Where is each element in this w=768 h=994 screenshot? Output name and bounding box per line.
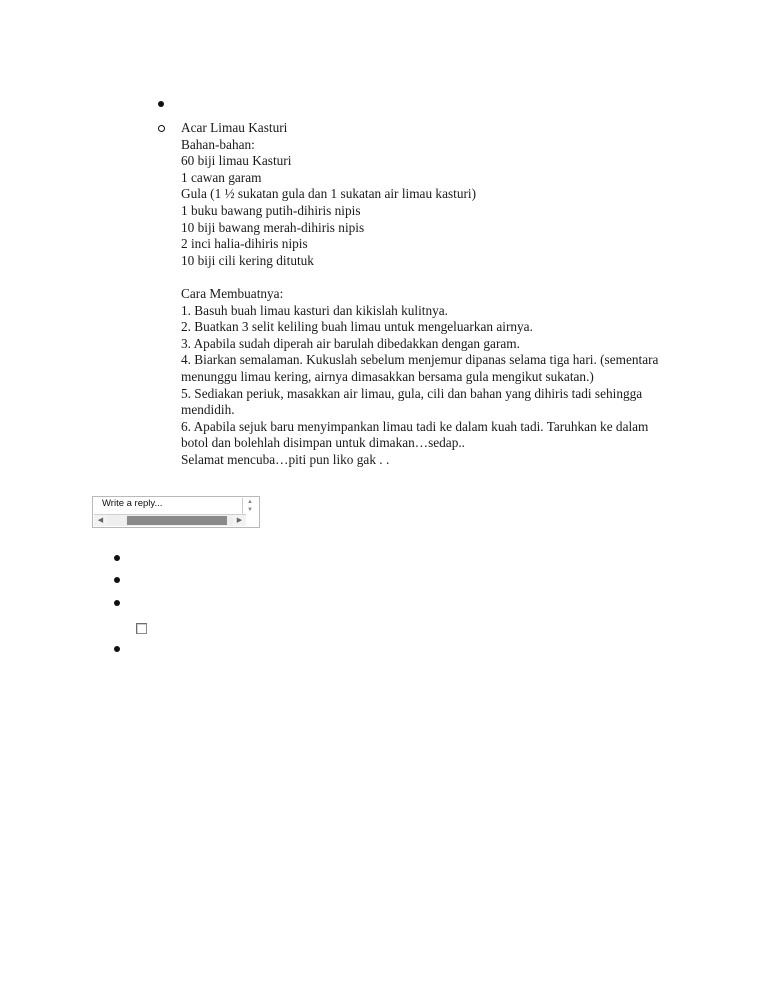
list-bullet-icon	[114, 646, 120, 652]
method-step: 3. Apabila sudah diperah air barulah dibedakkan dengan garam.	[181, 335, 520, 351]
arrow-right-icon[interactable]: ▶	[233, 515, 246, 526]
recipe-post	[181, 120, 681, 468]
scrollbar-thumb[interactable]	[127, 516, 227, 525]
horizontal-scrollbar[interactable]	[94, 514, 246, 526]
spacer	[181, 269, 681, 286]
vertical-scrollbar[interactable]	[242, 498, 258, 515]
ingredient-item: 60 biji limau Kasturi	[181, 153, 292, 169]
method-heading: Cara Membuatnya:	[181, 285, 284, 301]
ingredient-item: 1 buku bawang putih-dihiris nipis	[181, 202, 361, 218]
ingredient-item: 10 biji bawang merah-dihiris nipis	[181, 219, 365, 235]
method-step: 1. Basuh buah limau kasturi dan kikislah kulitnya.	[181, 302, 449, 318]
method-step: 5. Sediakan periuk, masakkan air limau, gula, cili dan bahan yang dihiris tadi sehingga mendidih.	[181, 385, 643, 418]
reply-placeholder: Write a reply...	[102, 498, 163, 509]
ingredient-item: 10 biji cili kering ditutuk	[181, 252, 314, 268]
closing-line: Selamat mencuba…piti pun liko gak . .	[181, 451, 390, 467]
ingredient-item: Gula (1 ½ sukatan gula dan 1 sukatan air limau kasturi)	[181, 186, 477, 202]
list-bullet-icon	[158, 101, 164, 107]
ingredient-item: 1 cawan garam	[181, 169, 262, 185]
list-bullet-icon	[114, 600, 120, 606]
ingredients-heading: Bahan-bahan:	[181, 136, 255, 152]
method-step: 6. Apabila sejuk baru menyimpankan limau tadi ke dalam kuah tadi. Taruhkan ke dalam botol dan bolehlah disimpan untuk dimakan…sedap..	[181, 418, 649, 451]
arrow-up-icon[interactable]: ▲	[247, 499, 253, 505]
list-bullet-icon	[114, 555, 120, 561]
sub-list-bullet-icon	[158, 125, 165, 132]
arrow-left-icon[interactable]: ◀	[94, 515, 107, 526]
recipe-title: Acar Limau Kasturi	[181, 120, 288, 135]
ingredient-item: 2 inci halia-dihiris nipis	[181, 236, 308, 252]
method-step: 4. Biarkan semalaman. Kukuslah sebelum menjemur dipanas selama tiga hari. (sementara menunggu limau kering, airnya dimasakkan bersama gula mengikut sukatan.)	[181, 352, 659, 384]
checkbox-icon[interactable]	[136, 623, 147, 634]
reply-textarea[interactable]	[92, 496, 260, 528]
list-bullet-icon	[114, 577, 120, 583]
method-step: 2. Buatkan 3 selit keliling buah limau untuk mengeluarkan airnya.	[181, 319, 533, 335]
arrow-down-icon[interactable]: ▼	[247, 507, 253, 513]
